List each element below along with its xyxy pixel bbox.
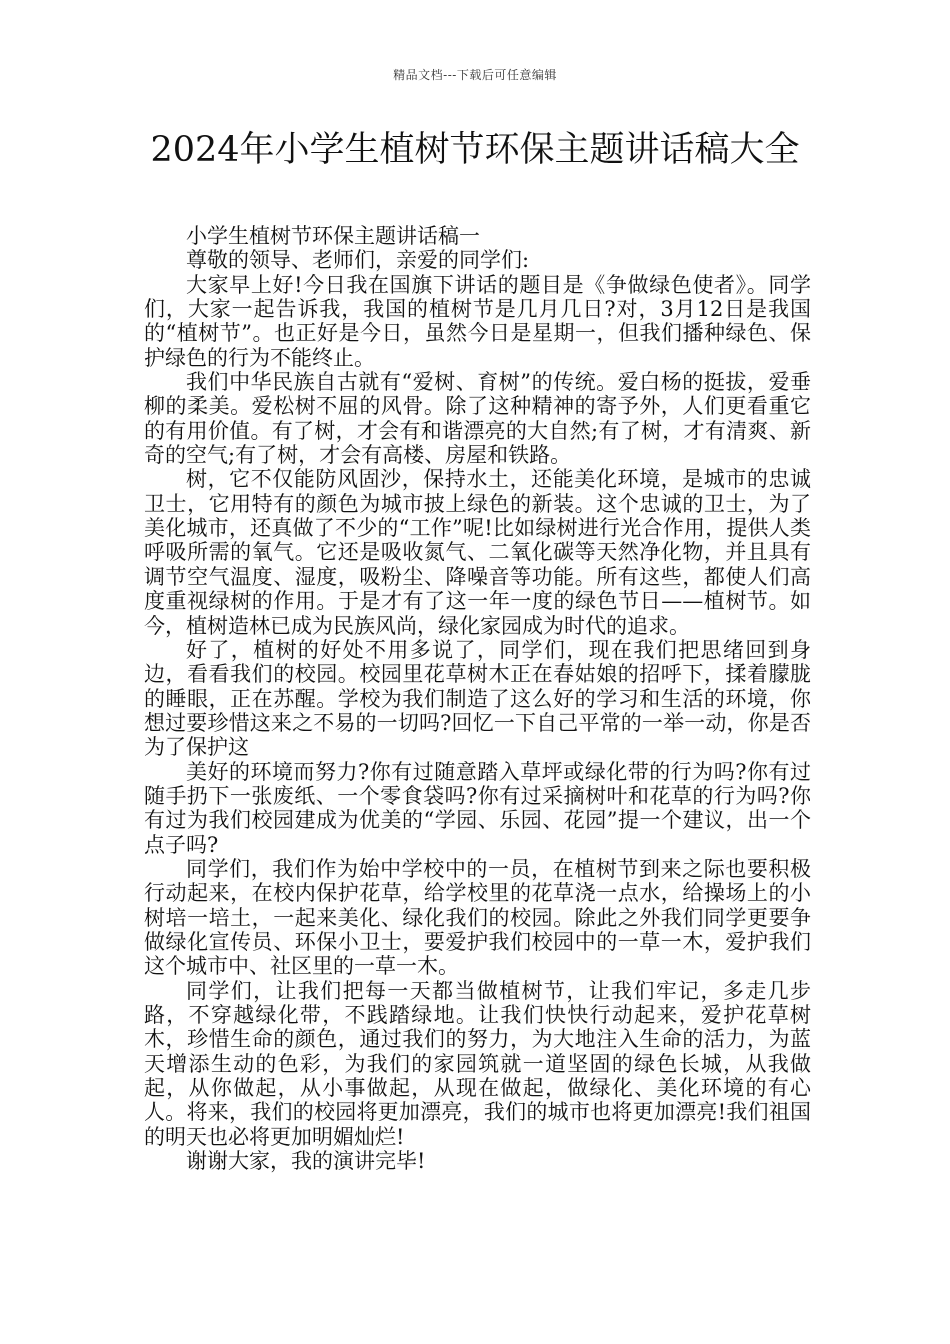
salutation: 尊敬的领导、老师们，亲爱的同学们: [186, 248, 530, 273]
paragraph: 同学们，让我们把每一天都当做植树节，让我们牢记，多走几步路，不穿越绿化带，不践踏绿地。让我们快快行动起来，爱护花草树木，珍惜生命的颜色，通过我们的努力，为大地注入生命的活力，为蓝天增添生动的色彩，为我们的家园筑就一道坚固的绿色长城，从我做起，从你做起，从小事做起，从现在做起，做绿化、美化环境的有心人。将来，我们的校园将更加漂亮，我们的城市也将更加漂亮!我们祖国的明天也必将更加明媚灿烂! [144, 978, 811, 1149]
paragraph: 同学们，我们作为始中学校中的一员，在植树节到来之际也要积极行动起来，在校内保护花草，给学校里的花草浇一点水，给操场上的小树培一培土，一起来美化、绿化我们的校园。除此之外我们同学更要争做绿化宣传员、环保小卫士，要爱护我们校园中的一草一木，爱护我们这个城市中、社区里的一草一木。 [144, 856, 811, 979]
document-body [144, 224, 811, 1173]
paragraph: 我们中华民族自古就有“爱树、育树”的传统。爱白杨的挺拔，爱垂柳的柔美。爱松树不屈的风骨。除了这种精神的寄予外，人们更看重它的有用价值。有了树，才会有和谐漂亮的大自然;有了树，才有清爽、新奇的空气;有了树，才会有高楼、房屋和铁路。 [144, 370, 811, 468]
paragraph: 好了，植树的好处不用多说了，同学们，现在我们把思绪回到身边，看看我们的校园。校园里花草树木正在春姑娘的招呼下，揉着朦胧的睡眼，正在苏醒。学校为我们制造了这么好的学习和生活的环境，你想过要珍惜这来之不易的一切吗?回忆一下自己平常的一举一动，你是否为了保护这 [144, 637, 811, 760]
paragraph: 大家早上好!今日我在国旗下讲话的题目是《争做绿色使者》。同学们，大家一起告诉我，我国的植树节是几月几日?对，3月12日是我国的“植树节”。也正好是今日，虽然今日是星期一，但我们播种绿色、保护绿色的行为不能终止。 [144, 272, 811, 370]
header-note: 精品文档---下载后可任意编辑 [393, 68, 557, 82]
speech-heading: 小学生植树节环保主题讲话稿一 [186, 224, 480, 248]
document-title: 2024年小学生植树节环保主题讲话稿大全 [150, 130, 800, 170]
paragraph: 树，它不仅能防风固沙，保持水土，还能美化环境，是城市的忠诚卫士，它用特有的颜色为城市披上绿色的新装。这个忠诚的卫士，为了美化城市，还真做了不少的“工作”呢!比如绿树进行光合作用，提供人类呼吸所需的氧气。它还是吸收氮气、二氧化碳等天然净化物，并且具有调节空气温度、湿度，吸粉尘、降噪音等功能。所有这些，都使人们高度重视绿树的作用。于是才有了这一年一度的绿色节日——植树节。如今，植树造林已成为民族风尚，绿化家园成为时代的追求。 [144, 467, 811, 638]
closing-line: 谢谢大家，我的演讲完毕! [186, 1149, 426, 1174]
paragraph: 美好的环境而努力?你有过随意踏入草坪或绿化带的行为吗?你有过随手扔下一张废纸、一个零食袋吗?你有过采摘树叶和花草的行为吗?你有过为我们校园建成为优美的“学园、乐园、花园”提一个建议，出一个点子吗? [144, 759, 811, 857]
